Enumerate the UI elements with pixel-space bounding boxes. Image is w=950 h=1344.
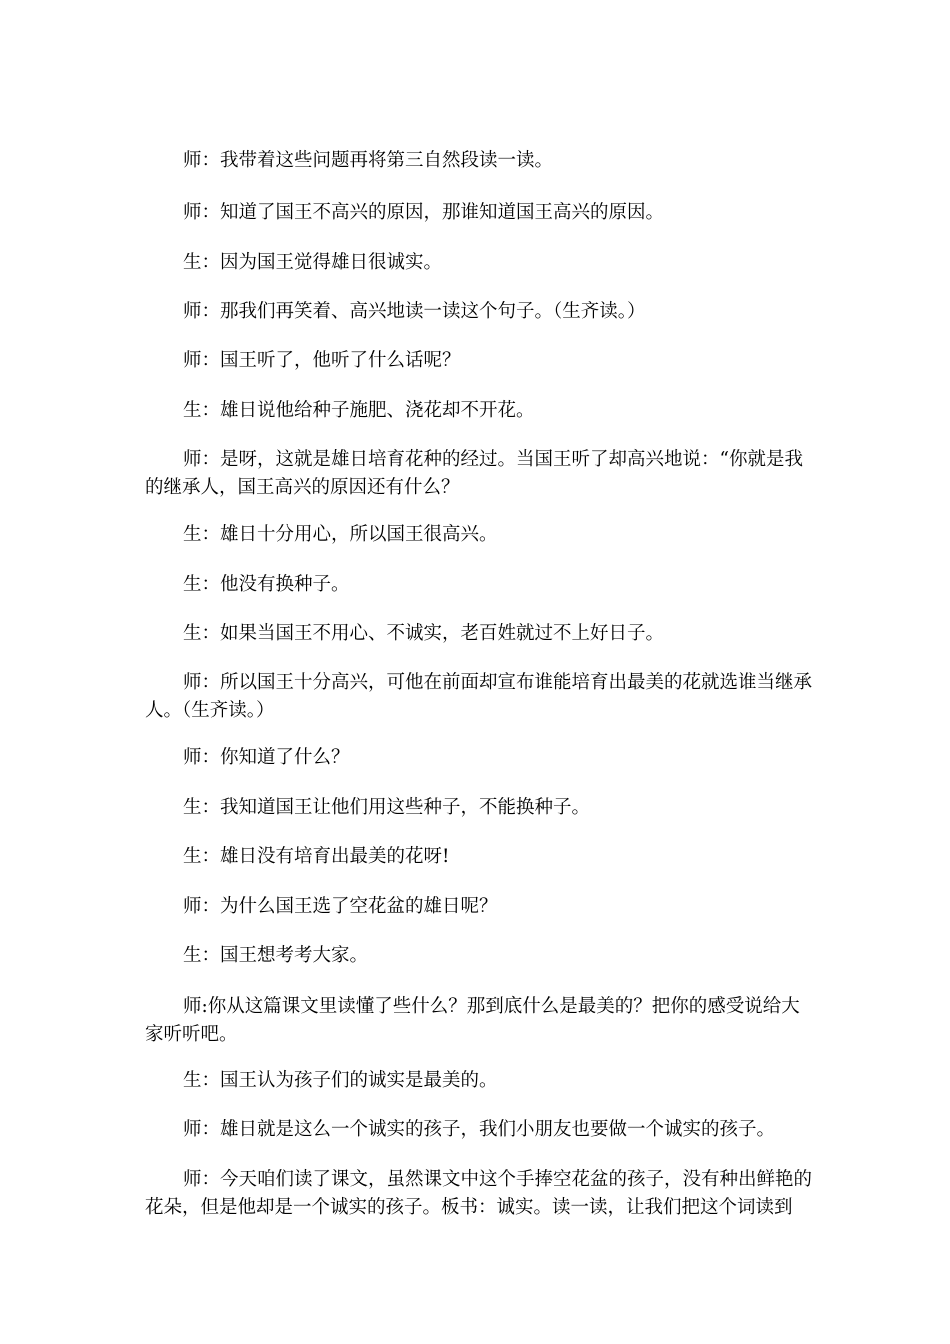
paragraph-13: 生：我知道国王让他们用这些种子，不能换种子。 [183, 797, 591, 818]
paragraph-20: 师：今天咱们读了课文，虽然课文中这个手捧空花盆的孩子，没有种出鲜艳的花朵，但是他却是一个诚实的孩子。板书：诚实。读一读，让我们把这个词读到 [145, 1169, 813, 1218]
paragraph-4: 师：那我们再笑着、高兴地读一读这个句子。（生齐读。） [183, 301, 646, 322]
paragraph-3: 生：因为国王觉得雄日很诚实。 [183, 252, 443, 273]
paragraph-10: 生：如果当国王不用心、不诚实，老百姓就过不上好日子。 [183, 623, 665, 644]
paragraph-15: 师：为什么国王选了空花盆的雄日呢？ [183, 896, 498, 917]
paragraph-14: 生：雄日没有培育出最美的花呀! [183, 846, 450, 867]
paragraph-18: 生：国王认为孩子们的诚实是最美的。 [183, 1070, 498, 1091]
paragraph-1: 师：我带着这些问题再将第三自然段读一读。 [183, 150, 554, 171]
paragraph-11: 师：所以国王十分高兴，可他在前面却宣布谁能培育出最美的花就选谁当继承人。（生齐读。） [145, 672, 813, 721]
paragraph-5: 师：国王听了，他听了什么话呢？ [183, 350, 461, 371]
paragraph-6: 生：雄日说他给种子施肥、浇花却不开花。 [183, 400, 535, 421]
paragraph-2: 师：知道了国王不高兴的原因，那谁知道国王高兴的原因。 [183, 202, 665, 223]
paragraph-7: 师：是呀，这就是雄日培育花种的经过。当国王听了却高兴地说：“你就是我的继承人，国王高兴的原因还有什么？ [145, 449, 803, 498]
paragraph-9: 生：他没有换种子。 [183, 574, 350, 595]
paragraph-12: 师：你知道了什么？ [183, 747, 350, 768]
paragraph-19: 师：雄日就是这么一个诚实的孩子，我们小朋友也要做一个诚实的孩子。 [183, 1119, 776, 1140]
paragraph-16: 生：国王想考考大家。 [183, 945, 369, 966]
paragraph-17: 师:你从这篇课文里读懂了些什么？那到底什么是最美的？把你的感受说给大家听听吧。 [145, 996, 800, 1045]
paragraph-8: 生：雄日十分用心，所以国王很高兴。 [183, 524, 498, 545]
